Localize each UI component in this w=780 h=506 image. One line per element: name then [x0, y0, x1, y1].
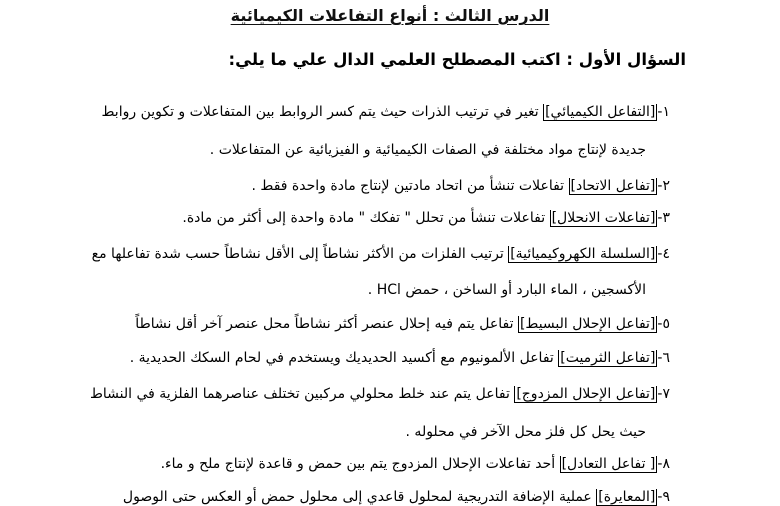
item-number: ٤- — [657, 246, 670, 262]
list-item — [110, 350, 670, 366]
item-continuation: الأكسجين ، الماء البارد أو الساخن ، حمض HCl . — [367, 282, 646, 298]
item-number: ٩- — [657, 489, 670, 505]
item-definition: تفاعل يتم عند خلط محلولي مركبين تختلف عناصرهما الفلزية في النشاط — [89, 386, 515, 402]
list-item — [110, 489, 670, 505]
item-term: [تفاعل الثرميت] — [560, 350, 656, 366]
list-item — [110, 178, 670, 194]
item-number: ٥- — [657, 316, 670, 332]
list-item — [110, 316, 670, 332]
list-item — [110, 210, 670, 226]
item-term: [ تفاعل التعادل] — [561, 456, 656, 472]
item-term: [تفاعل الإحلال البسيط] — [519, 316, 656, 332]
item-number: ١- — [657, 104, 670, 120]
item-definition: أحد تفاعلات الإحلال المزدوج يتم بين حمض و قاعدة لإنتاج ملح و ماء. — [160, 456, 560, 472]
item-term: [التفاعل الكيميائي] — [545, 104, 656, 120]
item-continuation: حيث يحل كل فلز محل الآخر في محلوله . — [405, 424, 646, 440]
item-number: ٢- — [657, 178, 670, 194]
list-item — [89, 386, 670, 402]
item-number: ٨- — [657, 456, 670, 472]
list-item — [101, 104, 670, 120]
item-term: [تفاعل الاتحاد] — [570, 178, 656, 194]
lesson-title — [0, 6, 780, 25]
item-definition: تفاعل يتم فيه إحلال عنصر أكثر نشاطاً محل عنصر آخر أقل نشاطاً — [135, 316, 518, 332]
item-number: ٧- — [657, 386, 670, 402]
item-number: ٦- — [657, 350, 670, 366]
list-item — [91, 246, 670, 262]
question-heading: السؤال الأول : اكتب المصطلح العلمي الدال علي ما يلي: — [228, 50, 686, 69]
lesson-title-text: الدرس الثالث : أنواع التفاعلات الكيميائية — [230, 6, 550, 25]
item-definition: تفاعلات تنشأ من تحلل " تفكك " مادة واحدة إلى أكثر من مادة. — [182, 210, 550, 226]
item-definition: تغير في ترتيب الذرات حيث يتم كسر الروابط بين المتفاعلات و تكوين روابط — [101, 104, 544, 120]
item-term: [المعايرة] — [598, 489, 656, 505]
list-item — [110, 456, 670, 472]
item-definition: تفاعل الألمونيوم مع أكسيد الحديديك ويستخدم في لحام السكك الحديدية . — [129, 350, 559, 366]
item-term: [السلسلة الكهروكيميائية] — [510, 246, 656, 262]
item-definition: ترتيب الفلزات من الأكثر نشاطاً إلى الأقل نشاطاً حسب شدة تفاعلها مع — [91, 246, 509, 262]
item-definition: عملية الإضافة التدريجية لمحلول قاعدي إلى محلول حمض أو العكس حتى الوصول — [122, 489, 597, 505]
item-continuation: جديدة لإنتاج مواد مختلفة في الصفات الكيميائية و الفيزيائية عن المتفاعلات . — [209, 142, 646, 158]
item-definition: تفاعلات تنشأ من اتحاد مادتين لإنتاج مادة واحدة فقط . — [251, 178, 569, 194]
item-term: [تفاعلات الانحلال] — [551, 210, 656, 226]
item-term: [تفاعل الإحلال المزدوج] — [516, 386, 656, 402]
item-number: ٣- — [657, 210, 670, 226]
